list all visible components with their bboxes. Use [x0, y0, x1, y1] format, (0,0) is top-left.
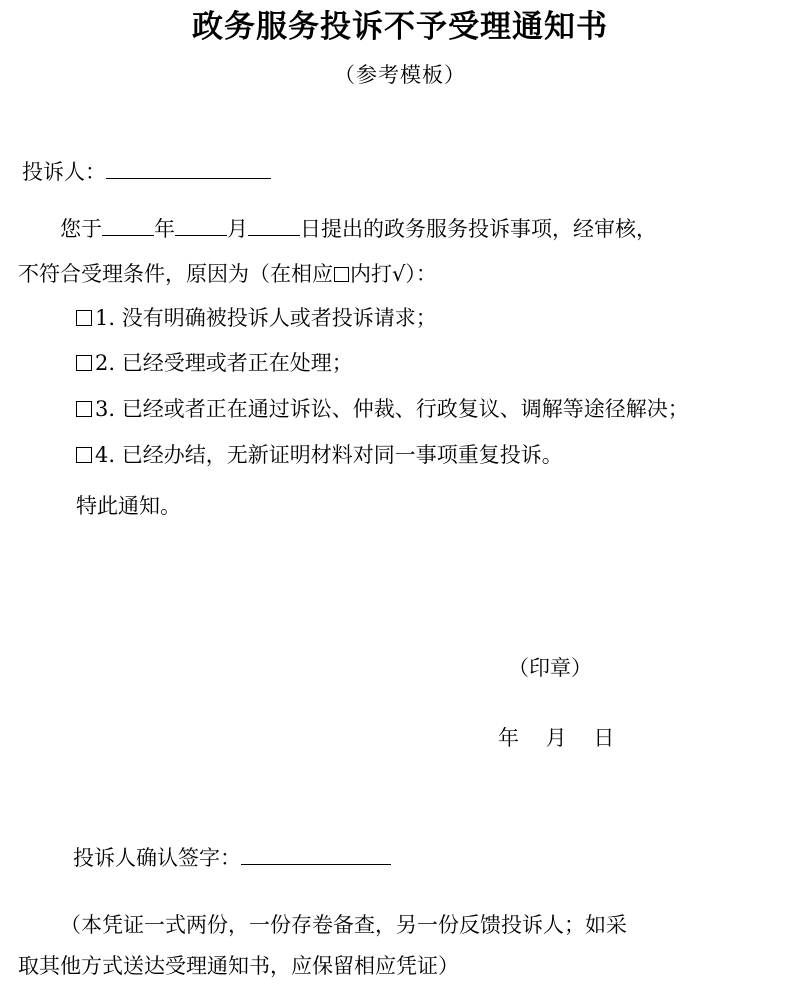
reason-prefix: 不符合受理条件，原因为（在相应: [18, 261, 333, 286]
reason-item-3[interactable]: [76, 390, 782, 429]
checkbox-icon: [334, 267, 349, 282]
checkbox-icon[interactable]: [76, 310, 92, 326]
reason-item-1[interactable]: [76, 299, 782, 338]
reason-item-label: 3. 已经或者正在通过诉讼、仲裁、行政复议、调解等途径解决；: [95, 397, 689, 422]
complainant-label: 投诉人：: [22, 159, 106, 184]
date-line: 年 月 日: [498, 726, 625, 750]
document-body: [10, 151, 790, 987]
statement-lead: 您于: [60, 216, 102, 241]
reason-item-label: 1. 没有明确被投诉人或者投诉请求；: [95, 305, 437, 330]
page-subtitle: （参考模板）: [334, 62, 466, 87]
reason-suffix: 内打√）：: [350, 261, 437, 286]
month-unit: 月: [227, 216, 248, 241]
footnote-line-1: （本凭证一式两份，一份存卷备查，另一份反馈投诉人；如采: [60, 913, 627, 937]
statement-tail: 日提出的政务服务投诉事项，经审核，: [300, 216, 657, 241]
month-blank[interactable]: [175, 214, 227, 236]
reason-item-4[interactable]: [76, 436, 782, 475]
footnote: [18, 905, 782, 987]
reason-item-label: 2. 已经受理或者正在处理；: [95, 351, 353, 376]
footnote-line-2: 取其他方式送达受理通知书，应保留相应凭证）: [18, 953, 459, 978]
signature-blank[interactable]: [241, 843, 391, 865]
complainant-row: [22, 151, 782, 193]
checkbox-icon[interactable]: [76, 401, 92, 417]
reason-item-2[interactable]: [76, 344, 782, 383]
complainant-blank[interactable]: [106, 157, 271, 179]
signature-row: [73, 837, 782, 879]
statement-line-2: [18, 254, 782, 295]
reason-item-label: 4. 已经办结，无新证明材料对同一事项重复投诉。: [95, 443, 563, 468]
signature-label: 投诉人确认签字：: [73, 846, 241, 870]
statement-line-1: [18, 209, 782, 250]
day-blank[interactable]: [248, 214, 300, 236]
year-blank[interactable]: [102, 214, 154, 236]
notice-text: 特此通知。: [76, 494, 181, 518]
seal-placeholder: （印章）: [508, 656, 592, 680]
checkbox-icon[interactable]: [76, 355, 92, 371]
page-title: 政务服务投诉不予受理通知书: [192, 9, 608, 45]
checkbox-icon[interactable]: [76, 447, 92, 463]
document-page: [0, 8, 800, 995]
year-unit: 年: [154, 216, 175, 241]
